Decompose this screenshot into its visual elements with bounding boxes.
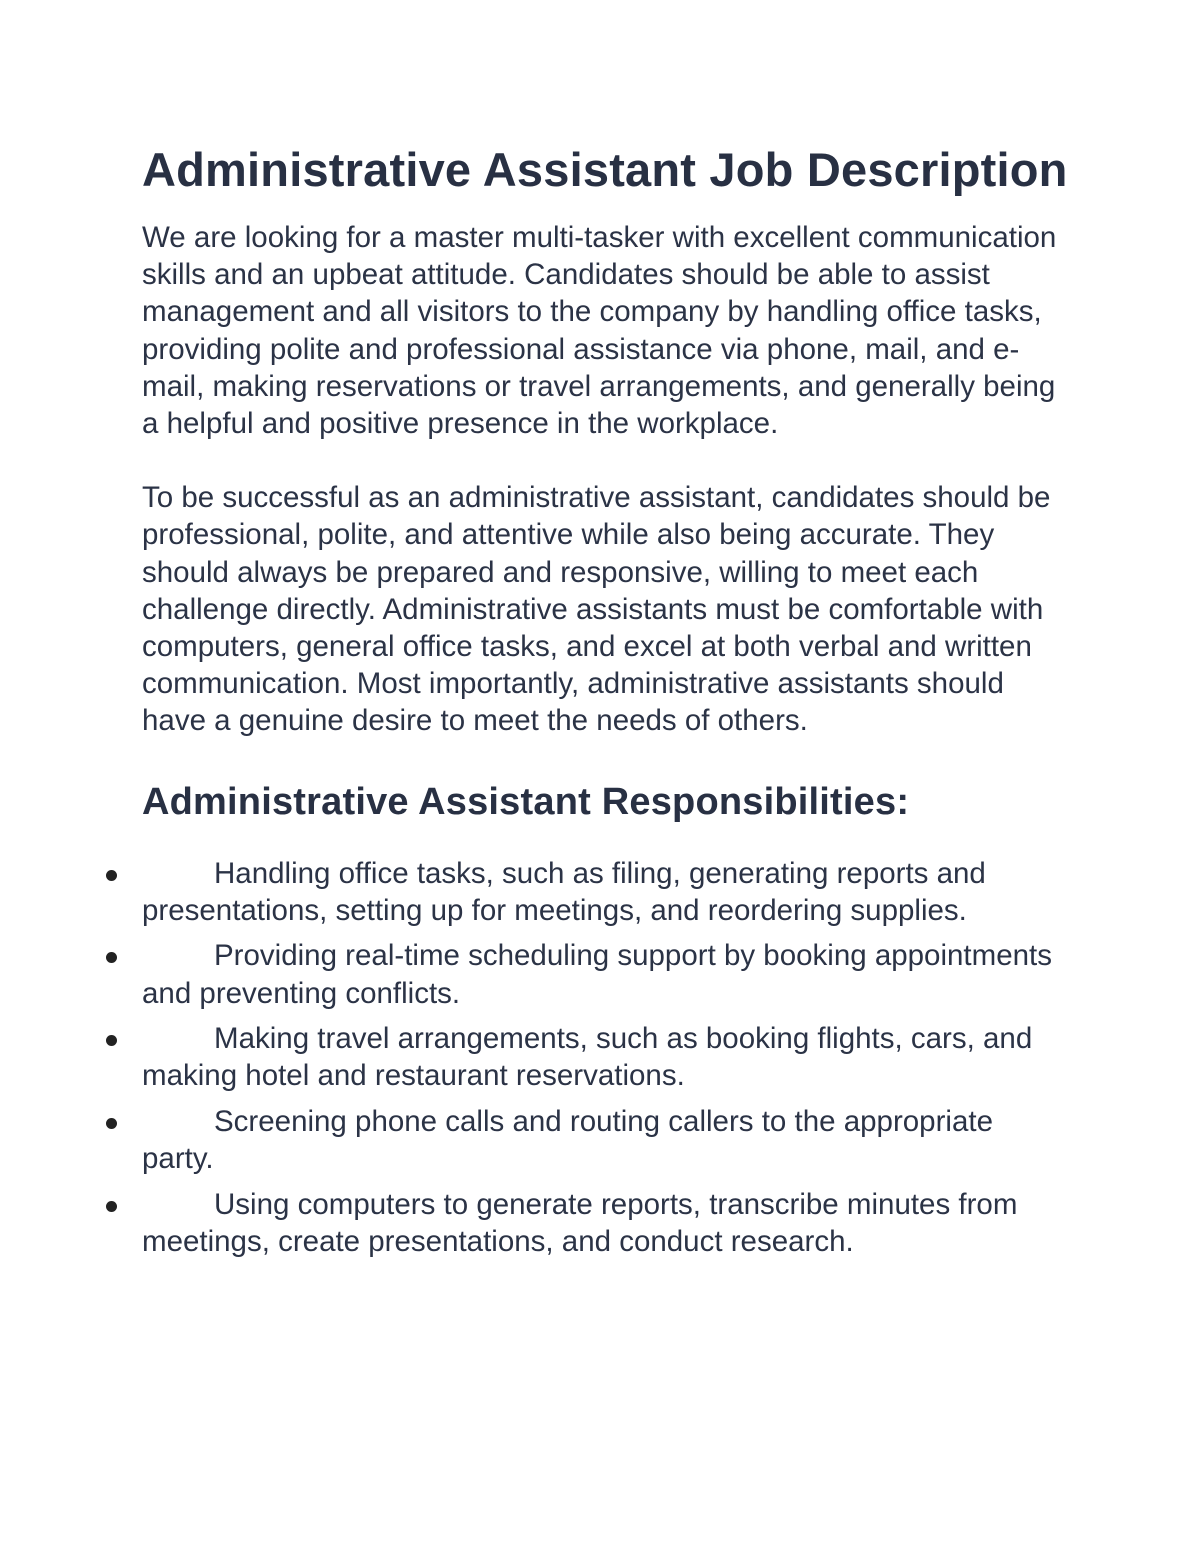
list-item (142, 1020, 1072, 1094)
page-title: Administrative Assistant Job Description (142, 143, 1068, 196)
list-item-text: Making travel arrangements, such as booking flights, cars, and making hotel and restaurant reservations. (142, 1022, 1033, 1093)
list-item (142, 1186, 1072, 1260)
responsibilities-list (142, 855, 1072, 1261)
success-paragraph: To be successful as an administrative assistant, candidates should be professional, polite, and attentive while also being accurate. They should always be prepared and responsive, willing to meet each challenge directly. Administrative assistants must be comfortable with computers, general office tasks, and excel at both verbal and written communication. Most importantly, administrative assistants should have a genuine desire to meet the needs of others. (142, 481, 1051, 738)
list-item (142, 855, 1072, 929)
list-item-text: Providing real-time scheduling support by booking appointments and preventing conflicts. (142, 939, 1052, 1010)
list-item-text: Using computers to generate reports, transcribe minutes from meetings, create presentations, and conduct research. (142, 1187, 1018, 1259)
list-item-text: Screening phone calls and routing callers to the appropriate party. (142, 1105, 993, 1176)
document-content (142, 140, 1072, 1269)
bullet-icon (106, 1186, 120, 1223)
bullet-icon (106, 937, 120, 974)
bullet-icon (106, 1020, 120, 1057)
intro-paragraph: We are looking for a master multi-tasker with excellent communication skills and an upbeat attitude. Candidates should be able to assist management and all visitors to the company by handling office tasks, providing polite and professional assistance via phone, mail, and e-mail, making reservations or travel arrangements, and generally being a helpful and positive presence in the workplace. (142, 221, 1057, 441)
bullet-icon (106, 1103, 120, 1140)
list-item (142, 1103, 1072, 1177)
list-item-text: Handling office tasks, such as filing, generating reports and presentations, setting up for meetings, and reordering supplies. (142, 856, 986, 927)
responsibilities-heading: Administrative Assistant Responsibilities: (142, 780, 910, 823)
bullet-icon (106, 855, 120, 892)
list-item (142, 937, 1072, 1011)
